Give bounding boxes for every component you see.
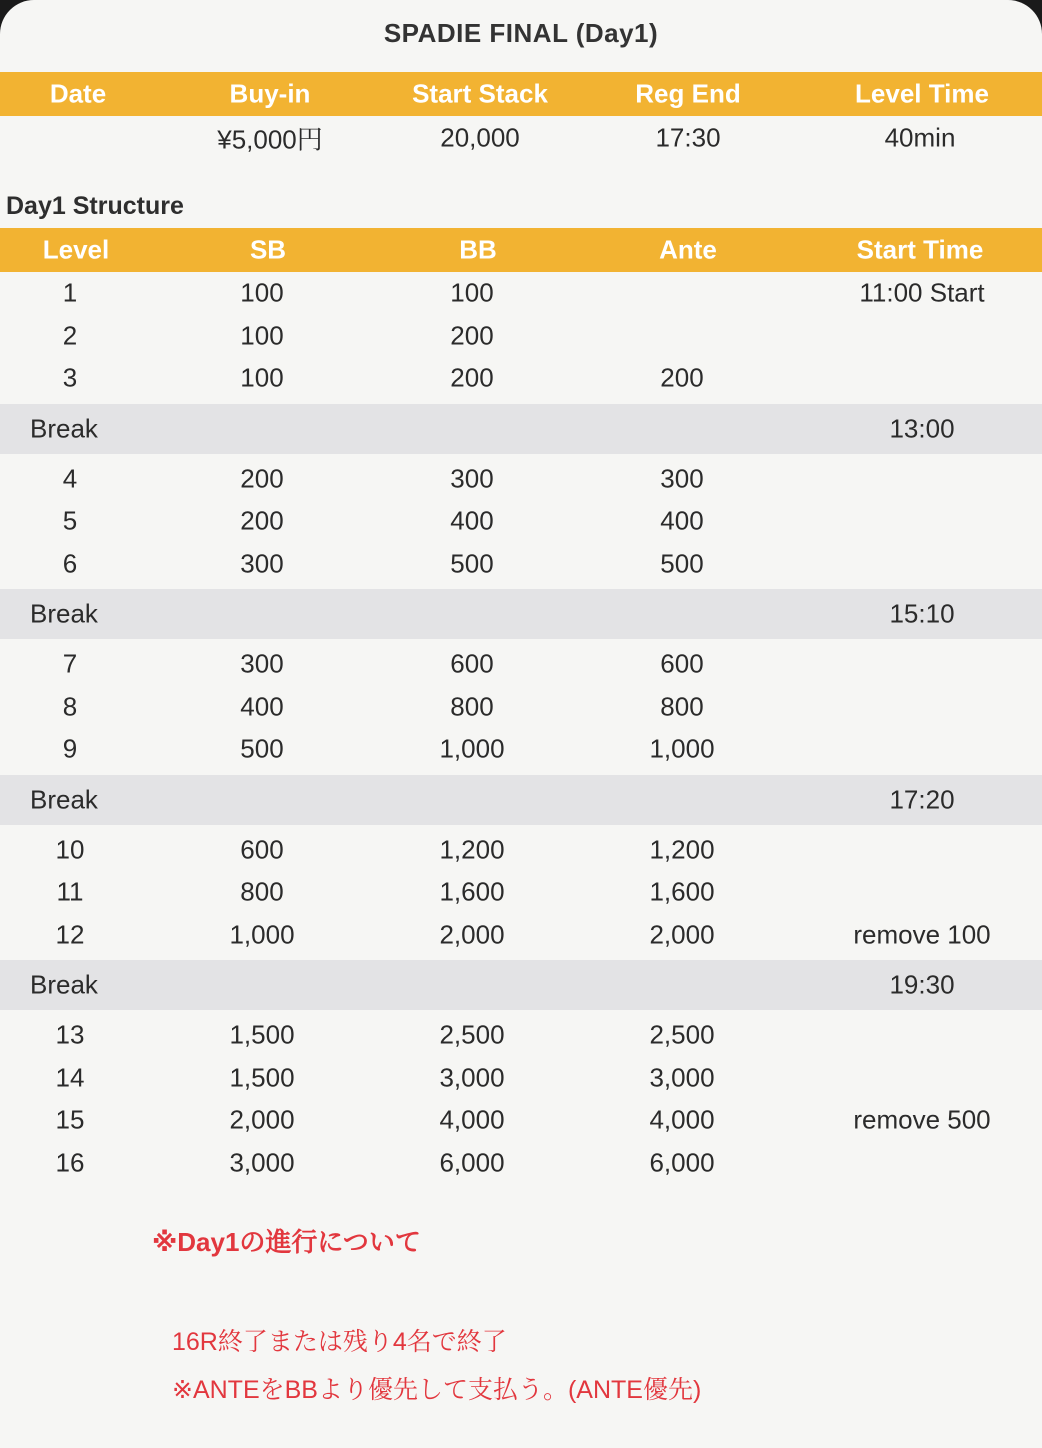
break-row [0, 775, 1042, 825]
level-cell: 1 [62, 277, 78, 308]
bb-cell: 200 [450, 362, 494, 393]
break-row [0, 404, 1042, 454]
structure-header-start-time: Start Time [856, 234, 984, 265]
info-reg-end-value: 17:30 [655, 122, 721, 153]
sb-cell: 100 [240, 277, 284, 308]
ante-cell: 2,000 [649, 919, 715, 950]
level-row [0, 1014, 1042, 1057]
sb-cell: 3,000 [229, 1147, 295, 1178]
info-values [0, 118, 1042, 158]
level-row [0, 315, 1042, 358]
sb-cell: 400 [240, 691, 284, 722]
bb-cell: 600 [450, 648, 494, 679]
info-start-stack-value: 20,000 [440, 122, 520, 153]
level-cell: 4 [62, 463, 78, 494]
break-label: Break [30, 598, 98, 629]
level-cell: 10 [55, 834, 85, 865]
notes-heading: ※Day1の進行について [152, 1227, 421, 1257]
sb-cell: 800 [240, 876, 284, 907]
start-time-cell: remove 500 [853, 1104, 991, 1135]
break-start-time: 17:20 [889, 784, 955, 814]
structure-header-bb: BB [459, 234, 497, 265]
level-row [0, 1099, 1042, 1142]
level-row [0, 686, 1042, 729]
break-start-time: 15:10 [889, 598, 955, 629]
bb-cell: 100 [450, 277, 494, 308]
level-row [0, 543, 1042, 586]
level-row [0, 829, 1042, 872]
level-row [0, 871, 1042, 914]
level-row [0, 458, 1042, 501]
ante-cell: 2,500 [649, 1019, 715, 1050]
break-row [0, 960, 1042, 1010]
level-cell: 11 [56, 876, 84, 907]
section-title: Day1 Structure [6, 192, 184, 220]
break-row [0, 589, 1042, 639]
info-header-date: Date [49, 78, 107, 109]
break-start-time: 19:30 [889, 969, 955, 1000]
bb-cell: 200 [450, 320, 494, 351]
ante-cell: 4,000 [649, 1104, 715, 1135]
level-cell: 7 [62, 648, 78, 679]
level-row [0, 914, 1042, 957]
structure-header-ante: Ante [659, 234, 717, 265]
level-row [0, 500, 1042, 543]
level-cell: 6 [62, 548, 78, 579]
bb-cell: 300 [450, 463, 494, 494]
bb-cell: 2,000 [439, 919, 505, 950]
start-time-cell: 11:00 Start [859, 277, 985, 308]
break-label: Break [30, 784, 98, 814]
sb-cell: 2,000 [229, 1104, 295, 1135]
bb-cell: 3,000 [439, 1062, 505, 1093]
bb-cell: 4,000 [439, 1104, 505, 1135]
level-cell: 5 [62, 505, 78, 536]
bb-cell: 400 [450, 505, 494, 536]
ante-cell: 1,600 [649, 876, 715, 907]
info-header-buyin: Buy-in [229, 78, 311, 109]
level-cell: 8 [62, 691, 78, 722]
info-level-time-value: 40min [884, 122, 956, 153]
info-header-reg-end: Reg End [635, 78, 741, 109]
sb-cell: 200 [240, 463, 284, 494]
ante-cell: 300 [660, 463, 704, 494]
ante-cell: 400 [660, 505, 704, 536]
ante-cell: 1,000 [649, 733, 715, 764]
info-header-start-stack: Start Stack [412, 78, 548, 109]
bb-cell: 500 [450, 548, 494, 579]
level-cell: 12 [55, 919, 85, 950]
start-time-cell: remove 100 [853, 919, 991, 950]
sb-cell: 100 [240, 362, 284, 393]
sb-cell: 300 [240, 648, 284, 679]
sb-cell: 100 [240, 320, 284, 351]
sb-cell: 1,000 [229, 919, 295, 950]
bb-cell: 1,200 [439, 834, 505, 865]
bb-cell: 1,600 [439, 876, 505, 907]
structure-header [0, 228, 1042, 272]
bb-cell: 2,500 [439, 1019, 505, 1050]
page-title: SPADIE FINAL (Day1) [383, 18, 659, 48]
break-label: Break [30, 969, 98, 1000]
notes-line-2: ※ANTEをBBより優先して支払う。(ANTE優先) [172, 1376, 702, 1404]
ante-cell: 500 [660, 548, 704, 579]
ante-cell: 800 [660, 691, 704, 722]
info-header-level-time: Level Time [855, 78, 989, 109]
level-cell: 13 [55, 1019, 85, 1050]
level-row [0, 272, 1042, 315]
sb-cell: 500 [240, 733, 284, 764]
structure-header-level: Level [42, 234, 110, 265]
ante-cell: 1,200 [649, 834, 715, 865]
sb-cell: 1,500 [229, 1019, 295, 1050]
notes-line-1: 16R終了または残り4名で終了 [172, 1328, 507, 1356]
level-cell: 14 [55, 1062, 85, 1093]
info-buyin-value: ¥5,000円 [217, 124, 323, 155]
sb-cell: 200 [240, 505, 284, 536]
break-start-time: 13:00 [889, 413, 955, 443]
ante-cell: 3,000 [649, 1062, 715, 1093]
sb-cell: 1,500 [229, 1062, 295, 1093]
level-row [0, 728, 1042, 771]
sb-cell: 600 [240, 834, 284, 865]
ante-cell: 200 [660, 362, 704, 393]
bb-cell: 1,000 [439, 733, 505, 764]
sb-cell: 300 [240, 548, 284, 579]
ante-cell: 600 [660, 648, 704, 679]
bb-cell: 6,000 [439, 1147, 505, 1178]
level-cell: 15 [55, 1104, 85, 1135]
level-row [0, 643, 1042, 686]
level-row [0, 357, 1042, 400]
bb-cell: 800 [450, 691, 494, 722]
level-cell: 3 [62, 362, 78, 393]
break-label: Break [30, 413, 98, 443]
structure-header-sb: SB [249, 234, 287, 265]
level-row [0, 1057, 1042, 1100]
info-header [0, 72, 1042, 116]
level-cell: 16 [55, 1147, 85, 1178]
level-row [0, 1142, 1042, 1185]
level-cell: 9 [62, 733, 78, 764]
ante-cell: 6,000 [649, 1147, 715, 1178]
level-cell: 2 [62, 320, 78, 351]
